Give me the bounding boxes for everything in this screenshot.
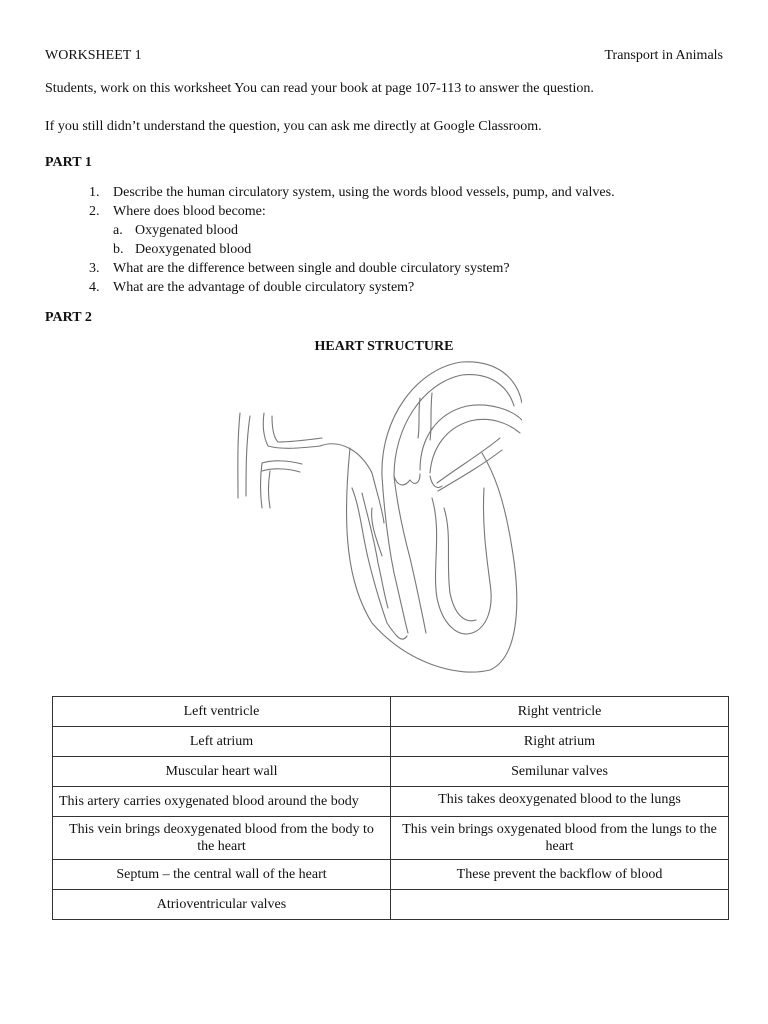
atrioventricular-valve [430, 476, 442, 488]
heart-label-table [52, 696, 729, 920]
heart-structure-diagram [232, 358, 522, 683]
question-number: 2. [89, 204, 100, 219]
question-number: 3. [89, 261, 100, 276]
question-item [45, 183, 615, 202]
question-text: Deoxygenated blood [135, 242, 252, 257]
question-item [45, 278, 615, 297]
table-cell: Right ventricle [391, 697, 729, 727]
table-cell: Semilunar valves [391, 757, 729, 787]
table-row [53, 890, 729, 920]
table-row [53, 860, 729, 890]
table-cell [391, 890, 729, 920]
question-item [45, 259, 615, 278]
worksheet-title: WORKSHEET 1 [45, 48, 142, 63]
question-list [45, 183, 615, 297]
intro-line-1: Students, work on this worksheet You can read your book at page 107-113 to answer the question. [45, 81, 594, 96]
table-row [53, 697, 729, 727]
septum [382, 476, 408, 633]
table-cell: Atrioventricular valves [53, 890, 391, 920]
question-text: Oxygenated blood [135, 223, 239, 238]
table-cell: Right atrium [391, 727, 729, 757]
vena-cava [238, 413, 240, 498]
table-row [53, 757, 729, 787]
question-text: What are the difference between single and double circulatory system? [113, 261, 510, 276]
table-cell: These prevent the backflow of blood [391, 860, 729, 890]
question-text: Where does blood become: [113, 204, 266, 219]
table-cell: This takes deoxygenated blood to the lungs [391, 787, 729, 817]
diagram-title: HEART STRUCTURE [314, 339, 454, 354]
question-number: a. [113, 223, 123, 238]
table-row [53, 727, 729, 757]
right-atrium-wall [437, 438, 500, 483]
question-item [45, 202, 615, 221]
question-text: Describe the human circulatory system, using the words blood vessels, pump, and valves. [113, 185, 615, 200]
topic-title: Transport in Animals [604, 48, 723, 63]
intro-line-2: If you still didn’t understand the question, you can ask me directly at Google Classroom. [45, 119, 542, 134]
table-cell: Septum – the central wall of the heart [53, 860, 391, 890]
semilunar-valve [394, 474, 420, 485]
aortic-arch [382, 362, 522, 476]
table-cell: Muscular heart wall [53, 757, 391, 787]
pulmonary-artery [420, 405, 522, 470]
question-number: 1. [89, 185, 100, 200]
table-cell: Left ventricle [53, 697, 391, 727]
left-atrium-wall [320, 444, 384, 523]
question-text: What are the advantage of double circulatory system? [113, 280, 415, 295]
table-cell: Left atrium [53, 727, 391, 757]
question-number: 4. [89, 280, 100, 295]
table-cell: This artery carries oxygenated blood around the body [53, 787, 391, 817]
header [45, 48, 723, 66]
table-row [53, 817, 729, 860]
right-ventricle-chamber [432, 488, 491, 634]
table-row [53, 787, 729, 817]
question-number: b. [113, 242, 124, 257]
part1-title: PART 1 [45, 155, 92, 170]
sub-question-item [45, 240, 615, 259]
part2-title: PART 2 [45, 310, 92, 325]
table-cell: This vein brings oxygenated blood from the lungs to the heart [391, 817, 729, 860]
sub-question-item [45, 221, 615, 240]
table-cell: This vein brings deoxygenated blood from the body to the heart [53, 817, 391, 860]
